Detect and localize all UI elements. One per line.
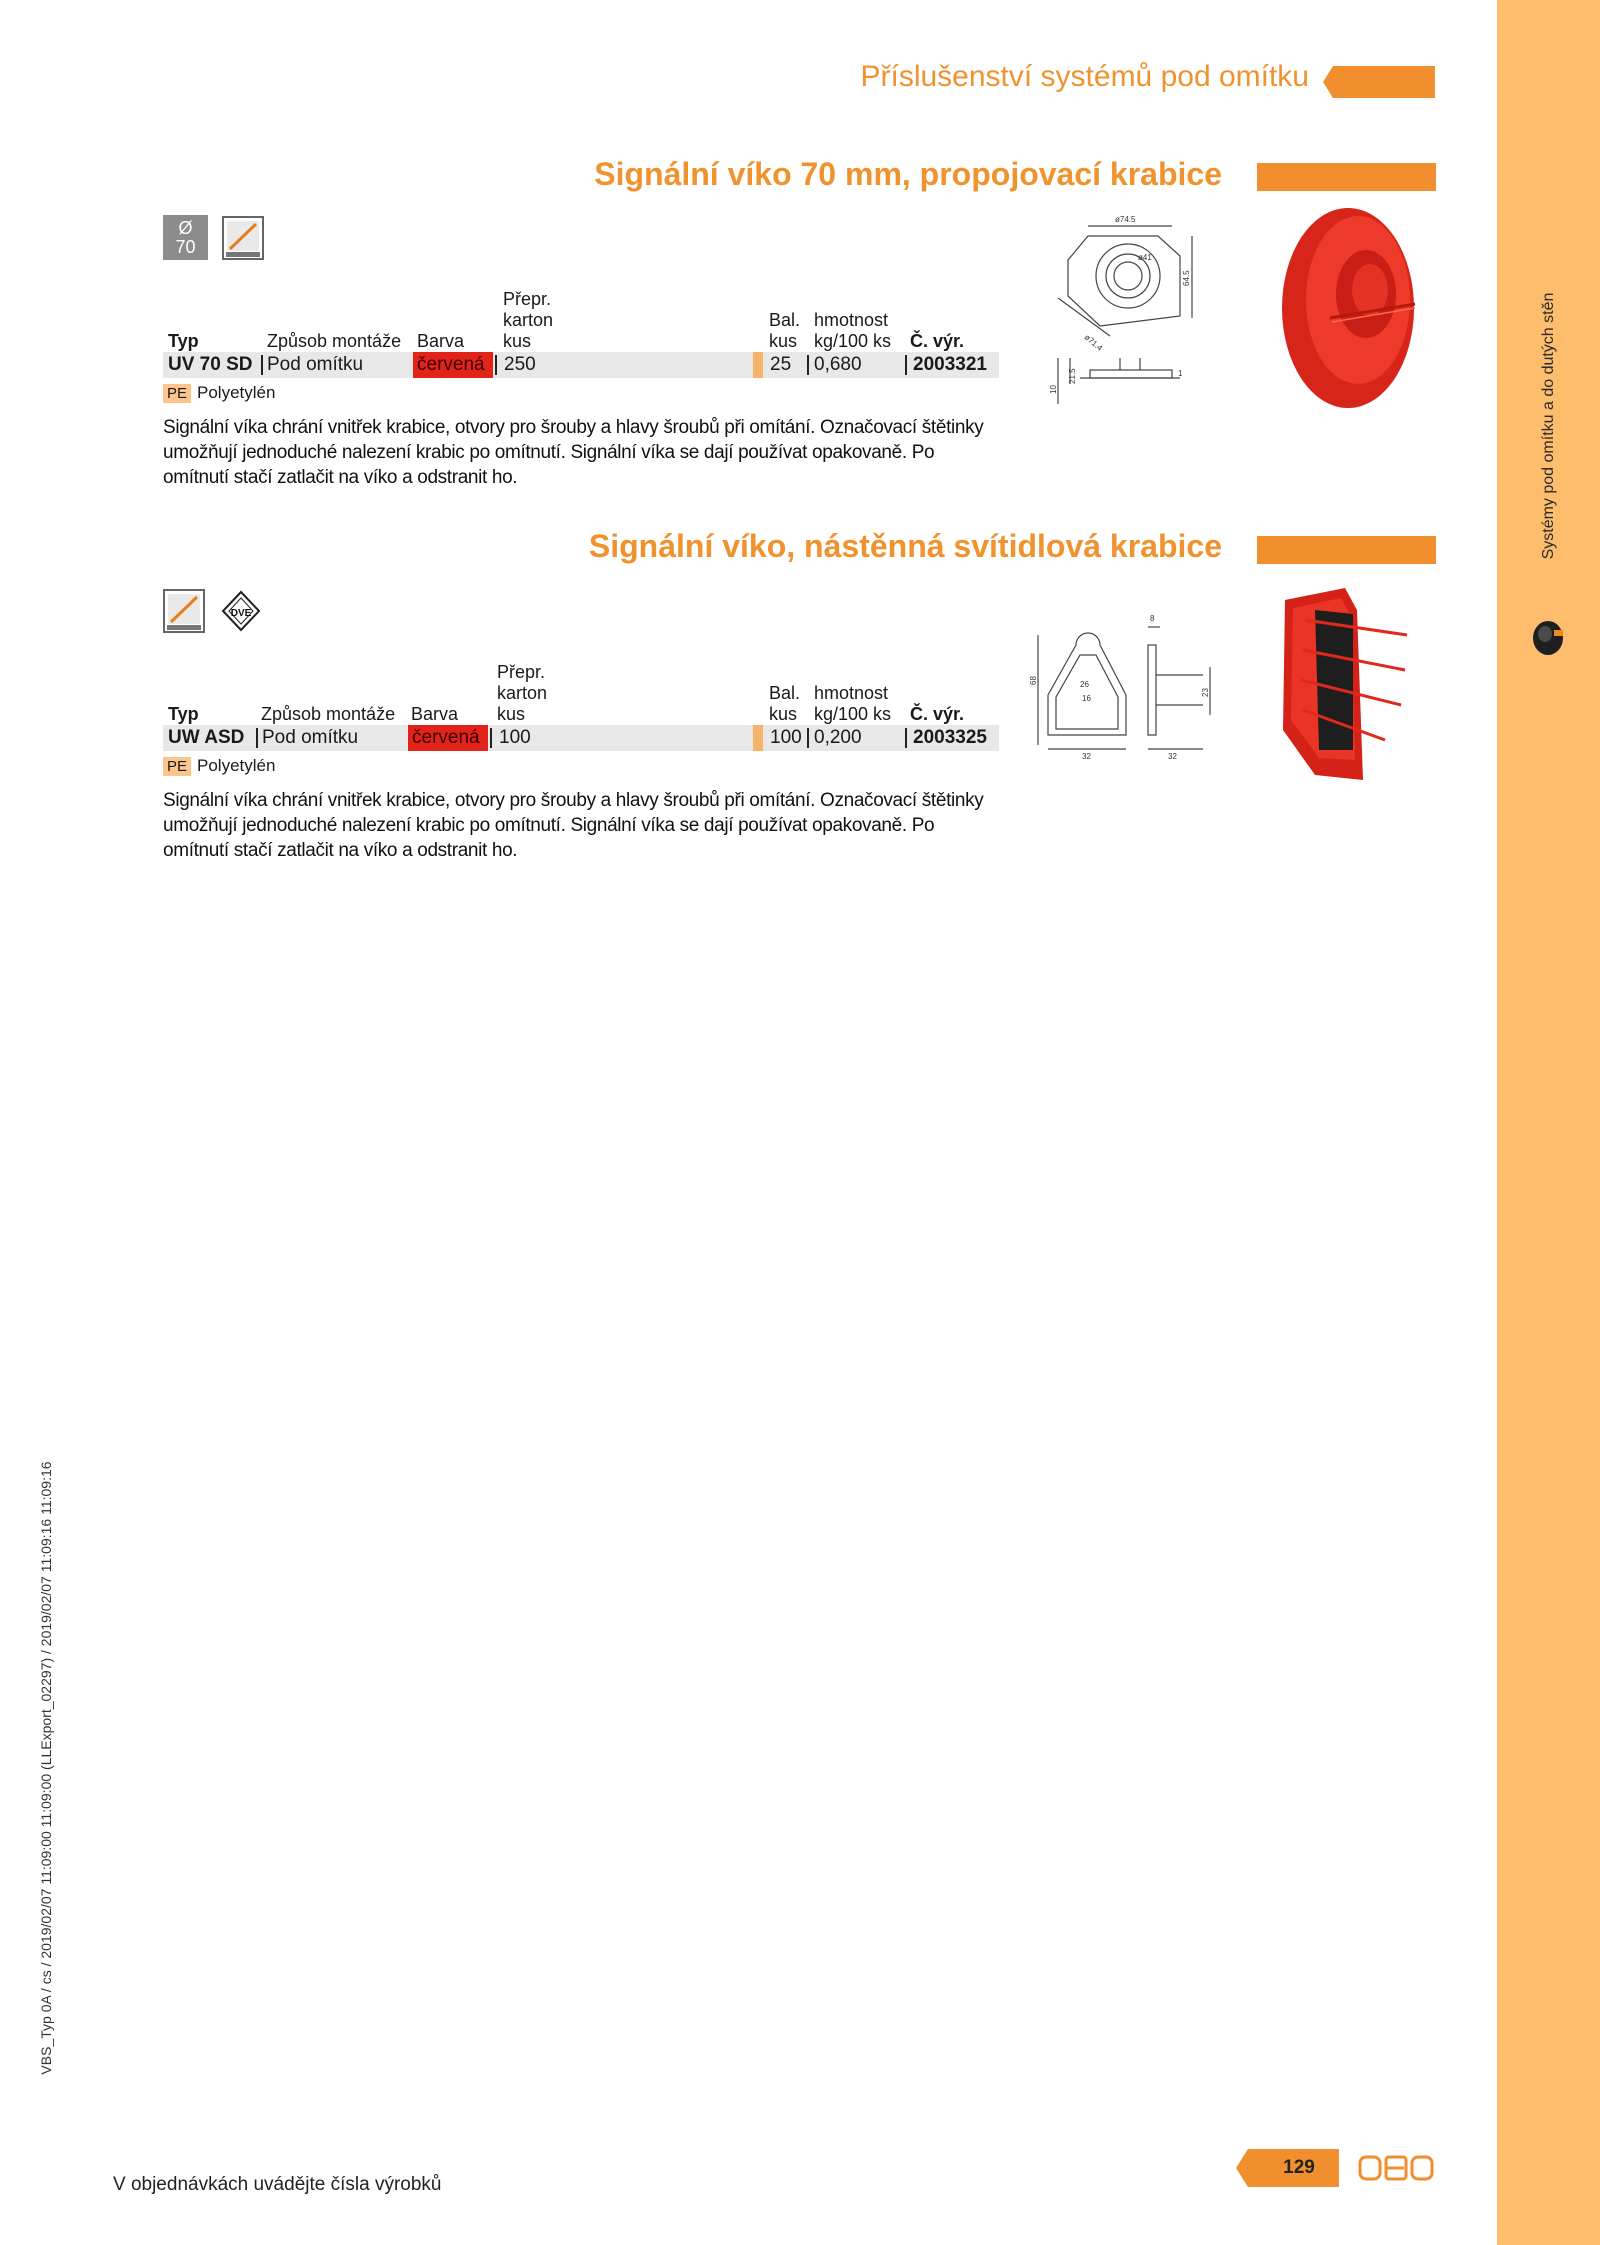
dim-label: 64.5 bbox=[1182, 270, 1191, 286]
plaster-icon bbox=[222, 216, 264, 260]
header-tab-marker bbox=[1323, 66, 1435, 98]
section-title-bar bbox=[1257, 536, 1436, 564]
product-description: Signální víka chrání vnitřek krabice, otvory pro šrouby a hlavy šroubů při omítání. Označovací štětinky umožňují jednoduché nalezení krabic po omítnutí. Signální víka se dají používat opakovaně. Po omítnutí stačí zatlačit na víko a odstranit ho. bbox=[163, 417, 984, 488]
dim-label: 21.5 bbox=[1068, 368, 1077, 384]
dim-label: 26 bbox=[1080, 680, 1089, 689]
footer-note: V objednávkách uvádějte čísla výrobků bbox=[113, 2174, 442, 2195]
product-table bbox=[163, 282, 999, 378]
technical-drawing bbox=[1028, 605, 1228, 765]
page-header-title: Příslušenství systémů pod omítku bbox=[860, 60, 1309, 93]
vde-icon bbox=[220, 589, 262, 633]
dim-label: 10 bbox=[1049, 385, 1058, 394]
dim-label: ø41 bbox=[1138, 253, 1152, 262]
technical-drawing bbox=[1040, 208, 1200, 408]
table-row: UV 70 SD Pod omítku červená 250 25 0,680 2003321 bbox=[163, 352, 999, 378]
dim-label: 32 bbox=[1082, 752, 1091, 761]
material-info bbox=[163, 756, 275, 776]
table-header: Typ Způsob montáže Barva Přepr. karton kus Bal. kus hmotnost kg/100 ks Č. výr. bbox=[168, 289, 965, 351]
dim-label: 68 bbox=[1029, 676, 1038, 685]
dim-label: 32 bbox=[1168, 752, 1177, 761]
svg-text:DVE: DVE bbox=[230, 608, 252, 619]
page-number: 129 bbox=[1283, 2157, 1315, 2178]
product-image-luminaire-cover bbox=[1275, 580, 1415, 785]
product-table bbox=[163, 655, 999, 751]
dim-label: 8 bbox=[1150, 614, 1155, 623]
section-title-bar bbox=[1257, 163, 1436, 191]
obo-logo bbox=[1356, 2151, 1436, 2185]
flush-box-icon bbox=[1528, 616, 1568, 660]
dim-label: 23 bbox=[1201, 688, 1210, 697]
material-name: Polyetylén bbox=[197, 756, 276, 775]
section-title: Signální víko, nástěnná svítidlová krabice bbox=[588, 528, 1222, 564]
material-info bbox=[163, 383, 275, 403]
product-description: Signální víka chrání vnitřek krabice, otvory pro šrouby a hlavy šroubů při omítání. Označovací štětinky umožňují jednoduché nalezení krabic po omítnutí. Signální víka se dají používat opakovaně. Po omítnutí stačí zatlačit na víko a odstranit ho. bbox=[163, 790, 984, 861]
table-row: UW ASD Pod omítku červená 100 100 0,200 2003325 bbox=[163, 725, 999, 751]
diameter-badge: Ø 70 bbox=[163, 215, 208, 260]
product-image-round-cover bbox=[1270, 200, 1420, 415]
plaster-icon bbox=[163, 589, 205, 633]
material-tag: PE bbox=[163, 384, 191, 403]
material-name: Polyetylén bbox=[197, 383, 276, 402]
material-tag: PE bbox=[163, 757, 191, 776]
table-header: Typ Způsob montáže Barva Přepr. karton kus Bal. kus hmotnost kg/100 ks Č. výr. bbox=[168, 662, 965, 724]
dim-label: ø74.5 bbox=[1115, 215, 1136, 224]
dim-label: 16 bbox=[1082, 694, 1091, 703]
dim-label: ø71.4 bbox=[1082, 332, 1105, 353]
section-title: Signální víko 70 mm, propojovací krabice bbox=[594, 156, 1222, 192]
dim-label: 1 bbox=[1178, 369, 1183, 378]
